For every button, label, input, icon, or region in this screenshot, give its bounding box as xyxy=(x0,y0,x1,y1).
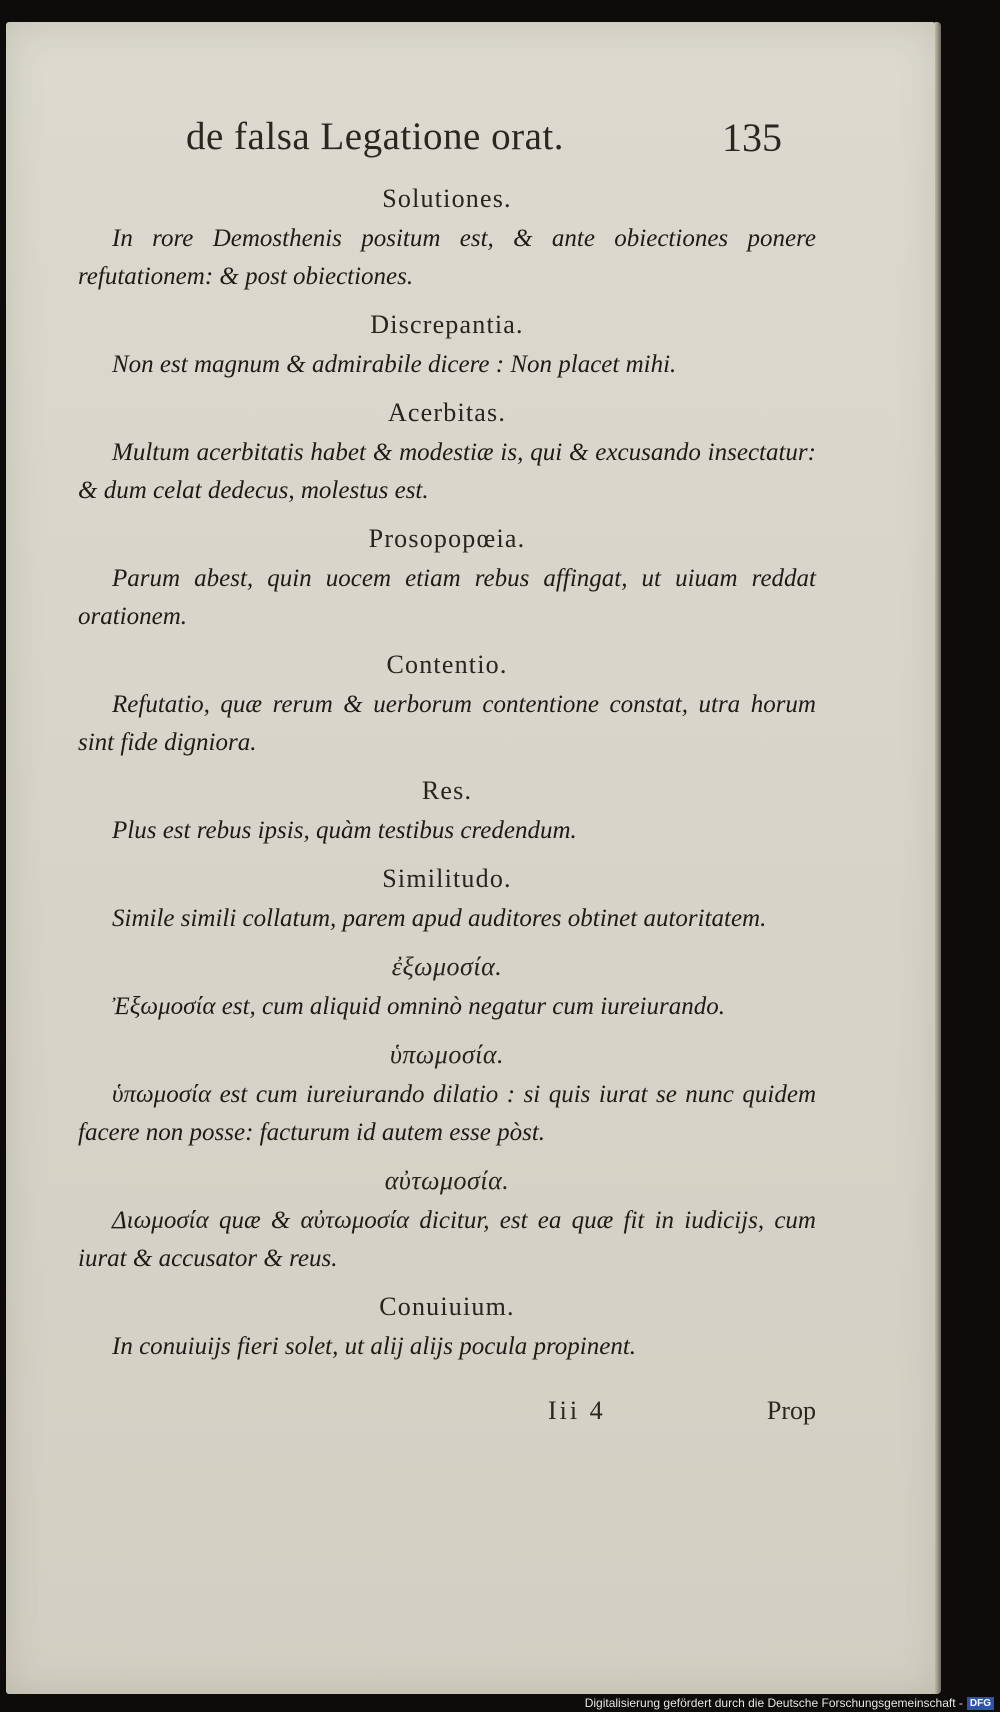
section xyxy=(78,392,816,510)
section-heading: Discrepantia. xyxy=(370,310,524,339)
dfg-logo-icon: DFG xyxy=(967,1697,994,1710)
folio-number: 135 xyxy=(722,115,782,160)
digitization-credit xyxy=(585,1696,994,1710)
section xyxy=(78,178,816,296)
signature-mark: Iii 4 xyxy=(548,1396,606,1425)
section-heading: αὐτωμοσία. xyxy=(384,1166,510,1195)
section-text: Non est magnum & admirabile dicere : Non placet mihi. xyxy=(112,351,677,378)
catchword: Prop xyxy=(766,1396,816,1425)
section-heading: Conuiuium. xyxy=(379,1292,515,1321)
page-body xyxy=(78,178,816,1374)
section-text: Simile simili collatum, parem apud auditores obtinet autoritatem. xyxy=(112,905,767,932)
credit-text: Digitalisierung gefördert durch die Deutsche Forschungsgemeinschaft - xyxy=(584,1696,963,1710)
section xyxy=(78,644,816,762)
catchline xyxy=(78,1396,816,1436)
section-heading: Contentio. xyxy=(386,650,508,679)
section-text: Parum abest, quin uocem etiam rebus affingat, ut uiuam reddat orationem. xyxy=(78,565,816,630)
section-heading: Similitudo. xyxy=(382,864,512,893)
section-text: ὑπωμοσία est cum iureiurando dilatio : si quis iurat se nunc quidem facere non posse: facturum id autem esse pòst. xyxy=(78,1081,816,1146)
section xyxy=(78,770,816,850)
section xyxy=(78,946,816,1026)
section-text: In conuiuijs fieri solet, ut alij alijs pocula propinent. xyxy=(112,1333,637,1360)
section-text: Διωμοσία quæ & αὐτωμοσία dicitur, est ea quæ fit in iudicijs, cum iurat & accusator & reus. xyxy=(78,1207,816,1272)
page-edge xyxy=(935,22,941,1694)
section-text: Plus est rebus ipsis, quàm testibus credendum. xyxy=(112,817,577,844)
section xyxy=(78,858,816,938)
section-heading: ὑπωμοσία. xyxy=(389,1040,505,1069)
section-heading: Prosopopœia. xyxy=(368,524,526,553)
section xyxy=(78,518,816,636)
section xyxy=(78,1034,816,1152)
section xyxy=(78,1160,816,1278)
section-heading: Solutiones. xyxy=(382,184,512,213)
section-text: Refutatio, quæ rerum & uerborum contentione constat, utra horum sint fide digniora. xyxy=(78,691,816,756)
section xyxy=(78,1286,816,1366)
section-text: Ἐξωμοσία est, cum aliquid omninò negatur cum iureiurando. xyxy=(112,993,725,1020)
section-heading: ἐξωμοσία. xyxy=(391,952,503,981)
section-heading: Acerbitas. xyxy=(387,398,507,427)
section-text: Multum acerbitatis habet & modestiæ is, qui & excusando insectatur: & dum celat dedecus, molestus est. xyxy=(78,439,816,504)
section xyxy=(78,304,816,384)
section-heading: Res. xyxy=(421,776,473,805)
book-page xyxy=(6,22,938,1694)
section-text: In rore Demosthenis positum est, & ante obiectiones ponere refutationem: & post obiectiones. xyxy=(78,225,816,290)
running-head: de falsa Legatione orat. xyxy=(186,115,564,158)
